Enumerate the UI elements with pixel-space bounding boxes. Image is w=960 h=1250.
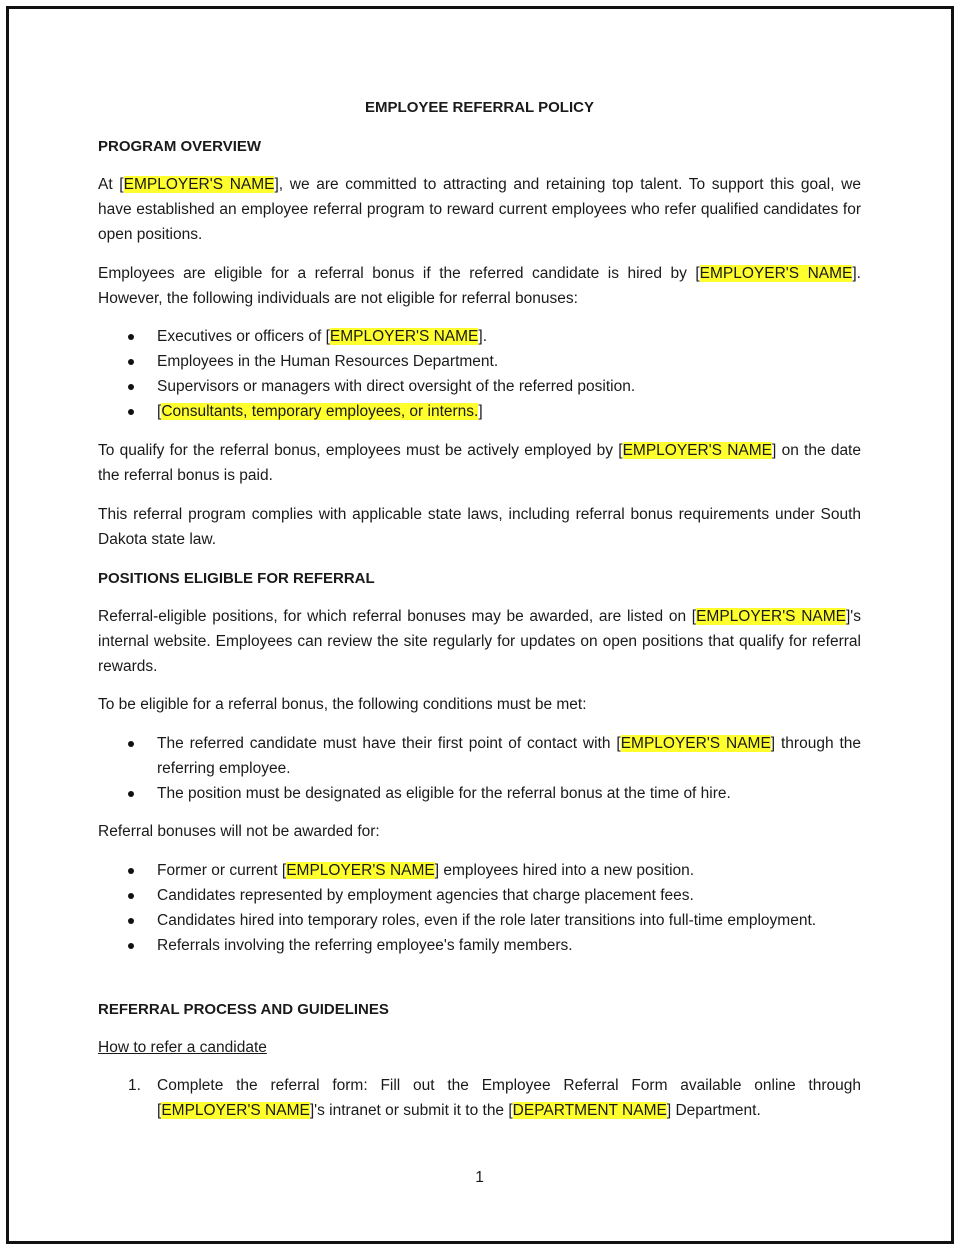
text-run: Employees in the Human Resources Department. [157,353,499,370]
text-run: Supervisors or managers with direct oversight of the referred position. [157,378,636,395]
list-item [98,324,861,349]
text-run: ] on the date the referral bonus is paid. [98,442,861,484]
section-heading-positions-eligible: POSITIONS ELIGIBLE FOR REFERRAL [98,570,375,587]
placeholder-employer-name: EMPLOYER'S NAME [622,442,773,459]
bullet-icon [128,943,134,949]
placeholder-department-name: DEPARTMENT NAME [512,1102,667,1119]
text-run: ] Department. [666,1102,761,1119]
list-item [98,731,861,781]
bullet-icon [128,334,134,340]
text-run: ] [478,403,483,420]
bullet-icon [128,741,134,747]
bullet-icon [128,791,134,797]
paragraph-state-law: This referral program complies with applicable state laws, including referral bonus requirements under South Dakota state law. [98,506,861,548]
text-run: Referrals involving the referring employee's family members. [157,937,573,954]
bullet-icon [128,918,134,924]
text-run: ], we are committed to attracting and retaining top talent. To support this goal, we have established an employee referral program to reward current employees who refer qualified candidates for open positions. [98,176,861,243]
bullet-icon [128,409,134,415]
text-run: ] employees hired into a new position. [434,862,695,879]
not-awarded-list [98,858,861,958]
placeholder-employer-name: EMPLOYER'S NAME [286,862,435,879]
bullet-icon [128,384,134,390]
page-number: 1 [475,1169,484,1186]
section-heading-program-overview: PROGRAM OVERVIEW [98,138,262,155]
ineligible-list [98,324,861,424]
paragraph-overview-intro [98,172,861,247]
placeholder-employer-name: EMPLOYER'S NAME [696,608,846,625]
text-run: At [ [98,176,124,193]
placeholder-employer-name: EMPLOYER'S NAME [699,265,853,282]
text-run: Employees are eligible for a referral bonus if the referred candidate is hired by [ [98,265,700,282]
text-run: ]. However, the following individuals are not eligible for referral bonuses: [98,265,861,307]
list-item [98,399,861,424]
text-run: Candidates hired into temporary roles, even if the role later transitions into full-time employment. [157,912,817,929]
text-run: Complete the referral form: Fill out the Employee Referral Form available online through [ [157,1077,861,1119]
text-run: ]'s internal website. Employees can review the site regularly for updates on open positions that qualify for referral rewards. [98,608,861,675]
subheading-how-to-refer: How to refer a candidate [98,1039,267,1056]
bullet-icon [128,868,134,874]
list-item [98,374,861,399]
text-run: ]. [478,328,488,345]
placeholder-employer-name: EMPLOYER'S NAME [620,735,771,752]
paragraph-active-employment [98,438,861,488]
text-run: The position must be designated as eligible for the referral bonus at the time of hire. [157,785,731,802]
bullet-icon [128,893,134,899]
text-run: To qualify for the referral bonus, employees must be actively employed by [ [98,442,623,459]
step-number: 1. [128,1077,141,1094]
list-item [98,883,861,908]
paragraph-eligibility [98,261,861,311]
text-run: ] through the referring employee. [157,735,861,777]
placeholder-excluded-workers: Consultants, temporary employees, or interns. [161,403,479,420]
paragraph-eligible-positions [98,604,861,679]
list-item [98,349,861,374]
list-item [98,1073,861,1123]
bullet-icon [128,359,134,365]
text-run: Executives or officers of [ [157,328,330,345]
list-item [98,908,861,933]
placeholder-employer-name: EMPLOYER'S NAME [161,1102,310,1119]
text-run: The referred candidate must have their first point of contact with [ [157,735,621,752]
text-run: Referral-eligible positions, for which referral bonuses may be awarded, are listed on [ [98,608,697,625]
placeholder-employer-name: EMPLOYER'S NAME [329,328,479,345]
section-heading-referral-process: REFERRAL PROCESS AND GUIDELINES [98,1001,389,1018]
text-run: Former or current [ [157,862,287,879]
placeholder-employer-name: EMPLOYER'S NAME [123,176,275,193]
list-item [98,858,861,883]
text-run: ]'s intranet or submit it to the [ [309,1102,513,1119]
document-title: EMPLOYEE REFERRAL POLICY [365,99,594,116]
paragraph-not-awarded-intro: Referral bonuses will not be awarded for: [98,823,380,840]
text-run: Candidates represented by employment agencies that charge placement fees. [157,887,694,904]
conditions-list [98,731,861,806]
text-run: [ [157,403,162,420]
list-item [98,781,861,806]
list-item [98,933,861,958]
paragraph-conditions-intro: To be eligible for a referral bonus, the following conditions must be met: [98,696,587,713]
steps-list [98,1073,861,1123]
